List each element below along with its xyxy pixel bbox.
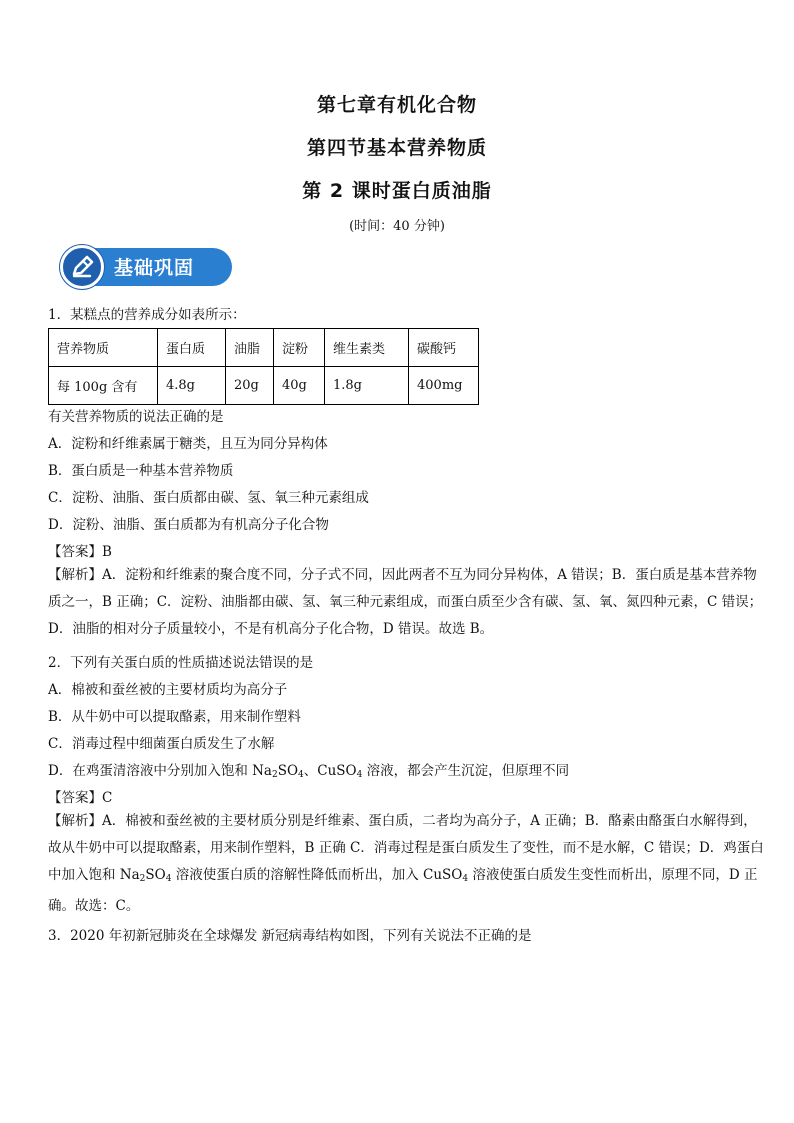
q2-answer: 【答案】C	[48, 790, 113, 806]
q2-option-d-text: 溶液，都会产生沉淀，但原理不同	[362, 763, 570, 779]
formula-text: SO	[277, 763, 299, 779]
table-cell: 营养物质	[49, 329, 158, 367]
q1-option-c: C．淀粉、油脂、蛋白质都由碳、氢、氧三种元素组成	[48, 490, 369, 506]
q2-option-c: C．消毒过程中细菌蛋白质发生了水解	[48, 736, 275, 752]
q1-answer: 【答案】B	[48, 544, 112, 560]
table-cell: 油脂	[226, 329, 274, 367]
q2-option-d-text: 、CuSO	[303, 763, 357, 779]
q2-option-d-text: D．在鸡蛋清溶液中分别加入饱和 Na	[48, 763, 272, 779]
q1-question: 有关营养物质的说法正确的是	[48, 409, 224, 425]
lesson-title: 第 2 课时蛋白质油脂	[302, 180, 492, 202]
q2-analysis-text: 【解析】A．棉被和蚕丝被的主要材质分别是纤维素、蛋白质，二者均为高分子，A 正确；B．酪素由酪蛋白水解得到，故从牛奶中可以提取酪素，用来制作塑料，B 正确 C．消毒过程是蛋白质发生了变性，而不是水解，C 错误；D．鸡蛋白中加入饱和 Na	[48, 813, 764, 883]
q2-analysis-text: 溶液使蛋白质的溶解性降低而析出，加入 CuSO	[171, 867, 463, 883]
table-row	[49, 329, 479, 367]
q2-option-b: B．从牛奶中可以提取酪素，用来制作塑料	[48, 709, 301, 725]
section-banner	[60, 245, 232, 289]
subscript: 4	[298, 770, 304, 780]
subscript: 4	[462, 874, 469, 884]
table-cell: 40g	[274, 367, 325, 405]
table-cell: 每 100g 含有	[49, 367, 158, 405]
q3-stem: 3．2020 年初新冠肺炎在全球爆发 新冠病毒结构如图，下列有关说法不正确的是	[48, 928, 532, 944]
table-row	[49, 367, 479, 405]
table-cell: 400mg	[409, 367, 479, 405]
subscript: 4	[356, 770, 363, 780]
q2-analysis	[48, 808, 764, 920]
subscript: 2	[271, 770, 278, 780]
q1-option-a: A．淀粉和纤维素属于糖类，且互为同分异构体	[48, 436, 328, 452]
chapter-title: 第七章有机化合物	[316, 94, 477, 116]
q1-stem: 1．某糕点的营养成分如表所示：	[48, 307, 246, 323]
pencil-icon	[60, 245, 104, 289]
q2-option-a: A．棉被和蚕丝被的主要材质均为高分子	[48, 682, 288, 698]
table-cell: 蛋白质	[158, 329, 226, 367]
subscript: 2	[139, 874, 146, 884]
q1-option-b: B．蛋白质是一种基本营养物质	[48, 463, 234, 479]
q1-option-d: D．淀粉、油脂、蛋白质都为有机高分子化合物	[48, 517, 329, 533]
section-title: 第四节基本营养物质	[306, 137, 487, 159]
q1-analysis: 【解析】A．淀粉和纤维素的聚合度不同，分子式不同，因此两者不互为同分异构体，A 错误；B．蛋白质是基本营养物质之一，B 正确；C．淀粉、油脂都由碳、氢、氧三种元素组成，而蛋白质至少含有碳、氢、氧、氮四种元素，C 错误；D．油脂的相对分子质量较小，不是有机高分子化合物，D 错误。故选 B。	[48, 567, 763, 637]
nutrition-table	[48, 328, 479, 405]
subscript: 4	[165, 874, 172, 884]
table-cell: 20g	[226, 367, 274, 405]
banner-label: 基础巩固	[114, 257, 195, 279]
q2-option-d	[48, 759, 569, 780]
table-cell: 维生素类	[325, 329, 409, 367]
time-note: (时间：40 分钟)	[349, 219, 445, 234]
table-cell: 碳酸钙	[409, 329, 479, 367]
table-cell: 1.8g	[325, 367, 409, 405]
table-cell: 淀粉	[274, 329, 325, 367]
formula-text: SO	[145, 867, 166, 883]
q2-analysis-text: 溶液使蛋白质发生变性而析出，原理不同，D 正确。故选：C。	[48, 867, 758, 914]
table-cell: 4.8g	[158, 367, 226, 405]
q2-stem: 2．下列有关蛋白质的性质描述说法错误的是	[48, 655, 314, 671]
